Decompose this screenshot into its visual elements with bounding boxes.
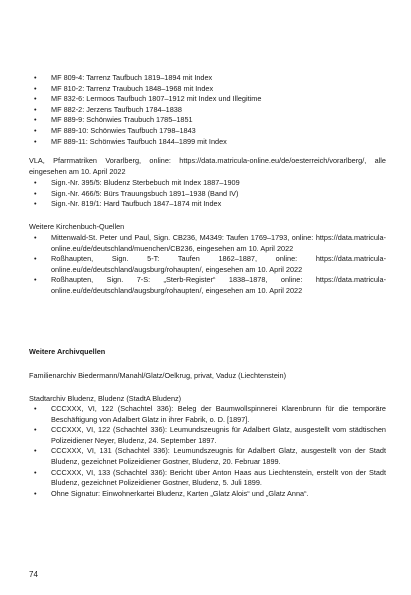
list-item: • MF 809-4: Tarrenz Taufbuch 1819–1894 mit Index bbox=[29, 73, 386, 84]
vla-signature-list bbox=[29, 178, 386, 210]
list-item: • MF 889-9: Schönwies Traubuch 1785–1851 bbox=[29, 115, 386, 126]
list-item: • CCCXXX, VI, 122 (Schachtel 336): Beleg der Baumwollspinnerei Klarenbrunn für die temporäre Beschäftigung von Adalbert Glatz in ihrer Fabrik, o. D. [1897]. bbox=[29, 404, 386, 425]
list-item: • MF 882-2: Jerzens Taufbuch 1784–1838 bbox=[29, 105, 386, 116]
list-item: • Sign.-Nr. 466/5: Bürs Trauungsbuch 1891–1938 (Band IV) bbox=[29, 189, 386, 200]
microfilm-list bbox=[29, 73, 386, 147]
list-item: • CCCXXX, VI, 131 (Schachtel 336): Leumundszeugnis für Adalbert Glatz, ausgestellt von der Stadt Bludenz, gezeichnet Polizeidiener Gostner, Bludenz, 20. Februar 1899. bbox=[29, 446, 386, 467]
list-item: • CCCXXX, VI, 133 (Schachtel 336): Bericht über Anton Haas aus Liechtenstein, erstellt von der Stadt Bludenz, gezeichnet Polizeidiener Gostner, Bludenz, 5. Juli 1899. bbox=[29, 468, 386, 489]
list-item: • MF 889-11: Schönwies Taufbuch 1844–1899 mit Index bbox=[29, 137, 386, 148]
list-item: • MF 889-10: Schönwies Taufbuch 1798–1843 bbox=[29, 126, 386, 137]
stadtarchiv-list bbox=[29, 404, 386, 499]
list-item: • Sign.-Nr. 819/1: Hard Taufbuch 1847–1874 mit Index bbox=[29, 199, 386, 210]
kirchenbuch-list bbox=[29, 233, 386, 297]
list-item: • Ohne Signatur: Einwohnerkartei Bludenz, Karten „Glatz Alois“ und „Glatz Anna“. bbox=[29, 489, 386, 500]
kirchenbuch-heading: Weitere Kirchenbuch-Quellen bbox=[29, 222, 125, 231]
vla-intro-text: VLA, Pfarrmatriken Vorarlberg, online: https://data.matricula-online.eu/de/oesterreich/vorarlberg/, alle eingesehen am 10. April 2022 bbox=[29, 156, 386, 176]
list-item: • Roßhaupten, Sign. 5-T: Taufen 1862–1887, online: https://data.matricula-online.eu/de/deutschland/augsburg/rohaupten/, eingesehen am 10. April 2022 bbox=[29, 254, 386, 275]
list-item: • Mittenwald-St. Peter und Paul, Sign. CB236, M4349: Taufen 1769–1793, online: https://data.matricula-online.eu/de/deutschland/muenchen/CB236, eingesehen am 10. April 2022 bbox=[29, 233, 386, 254]
page-number: 74 bbox=[29, 570, 38, 579]
list-item: • Roßhaupten, Sign. 7-S: „Sterb-Register“ 1838–1878, online: https://data.matricula-online.eu/de/deutschland/augsburg/rohaupten/, eingesehen am 10. April 2022 bbox=[29, 275, 386, 296]
stadtarchiv-line: Stadtarchiv Bludenz, Bludenz (StadtA Bludenz) bbox=[29, 394, 182, 403]
archiv-heading: Weitere Archivquellen bbox=[29, 347, 106, 356]
list-item: • Sign.-Nr. 395/5: Bludenz Sterbebuch mit Index 1887–1909 bbox=[29, 178, 386, 189]
list-item: • MF 810-2: Tarrenz Traubuch 1848–1968 mit Index bbox=[29, 84, 386, 95]
list-item: • CCCXXX, VI, 122 (Schachtel 336): Leumundszeugnis für Adalbert Glatz, ausgestellt vom städtischen Polizeidiener Neyer, Bludenz, 24. September 1897. bbox=[29, 425, 386, 446]
familienarchiv-line: Familienarchiv Biedermann/Manahl/Glatz/Oelkrug, privat, Vaduz (Liechtenstein) bbox=[29, 371, 286, 380]
list-item: • MF 832-6: Lermoos Taufbuch 1807–1912 mit Index und Illegitime bbox=[29, 94, 386, 105]
vla-intro bbox=[29, 156, 386, 177]
